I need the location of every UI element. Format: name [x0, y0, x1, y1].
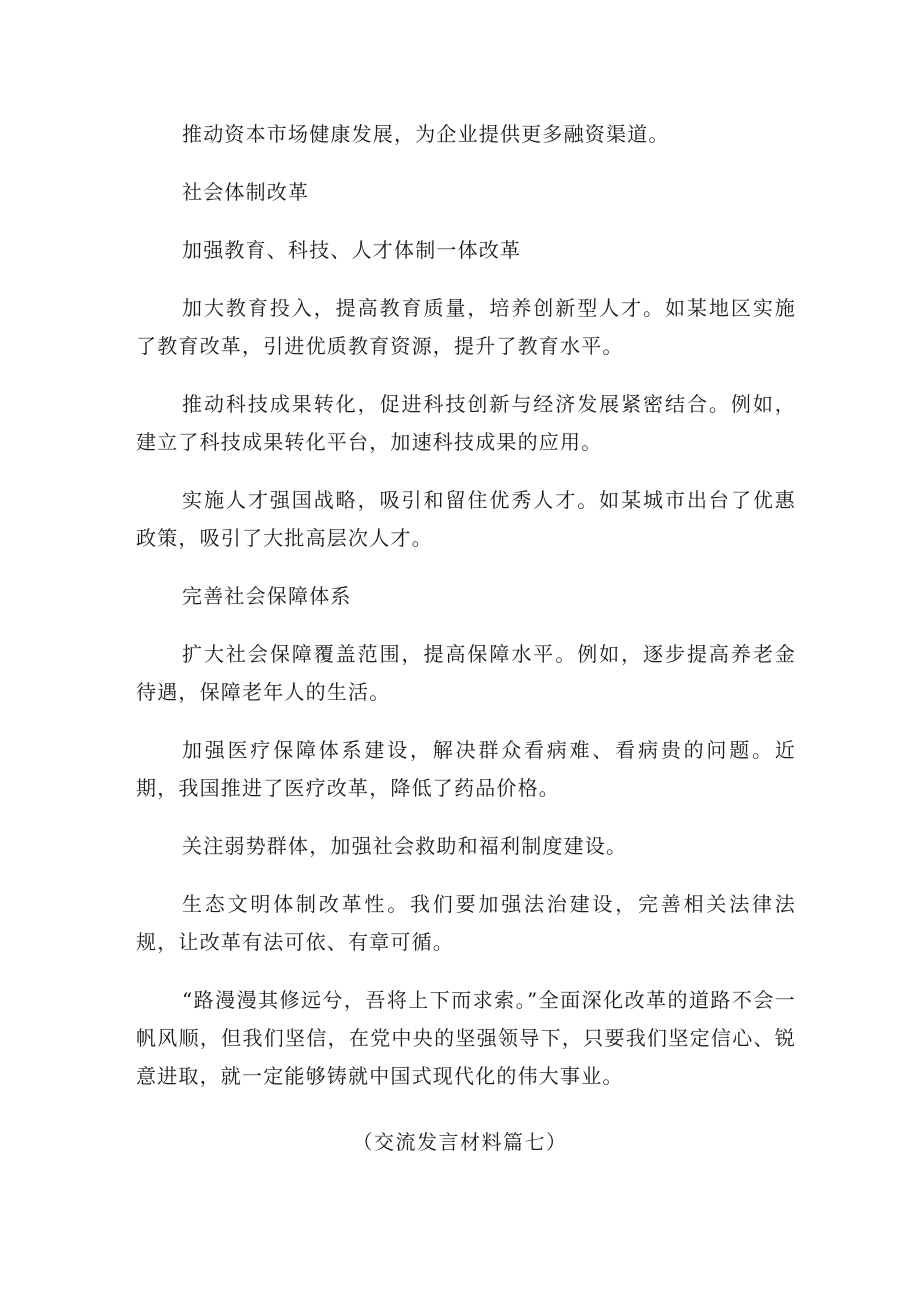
paragraph-social-security-coverage: 扩大社会保障覆盖范围，提高保障水平。例如，逐步提高养老金待遇，保障老年人的生活。 — [136, 642, 796, 704]
document-body — [136, 115, 796, 1115]
subsection-heading-social-security: 完善社会保障体系 — [182, 584, 352, 608]
paragraph-ecological-reform: 生态文明体制改革性。我们要加强法治建设，完善相关法律法规，让改革有法可依、有章可循。 — [136, 892, 796, 954]
paragraph-education: 加大教育投入，提高教育质量，培养创新型人才。如某地区实施了教育改革，引进优质教育资源，提升了教育水平。 — [136, 296, 796, 358]
paragraph-capital-market: 推动资本市场健康发展，为企业提供更多融资渠道。 — [182, 122, 670, 146]
paragraph-vulnerable-groups: 关注弱势群体，加强社会救助和福利制度建设。 — [182, 834, 628, 858]
subsection-heading-education-tech-talent: 加强教育、科技、人才体制一体改革 — [182, 238, 522, 262]
section-heading-social-reform: 社会体制改革 — [182, 180, 310, 204]
paragraph-medical-insurance: 加强医疗保障体系建设，解决群众看病难、看病贵的问题。近期，我国推进了医疗改革，降低了药品价格。 — [136, 738, 796, 800]
document-footer-title: （交流发言材料篇七） — [352, 1130, 568, 1154]
paragraph-talent-strategy: 实施人才强国战略，吸引和留住优秀人才。如某城市出台了优惠政策，吸引了大批高层次人才。 — [136, 488, 796, 550]
paragraph-conclusion-quote: “路漫漫其修远兮，吾将上下而求索。”全面深化改革的道路不会一帆风顺，但我们坚信，在党中央的坚强领导下，只要我们坚定信心、锐意进取，就一定能够铸就中国式现代化的伟大事业。 — [136, 988, 796, 1088]
paragraph-tech-transfer: 推动科技成果转化，促进科技创新与经济发展紧密结合。例如，建立了科技成果转化平台，加速科技成果的应用。 — [136, 392, 796, 454]
